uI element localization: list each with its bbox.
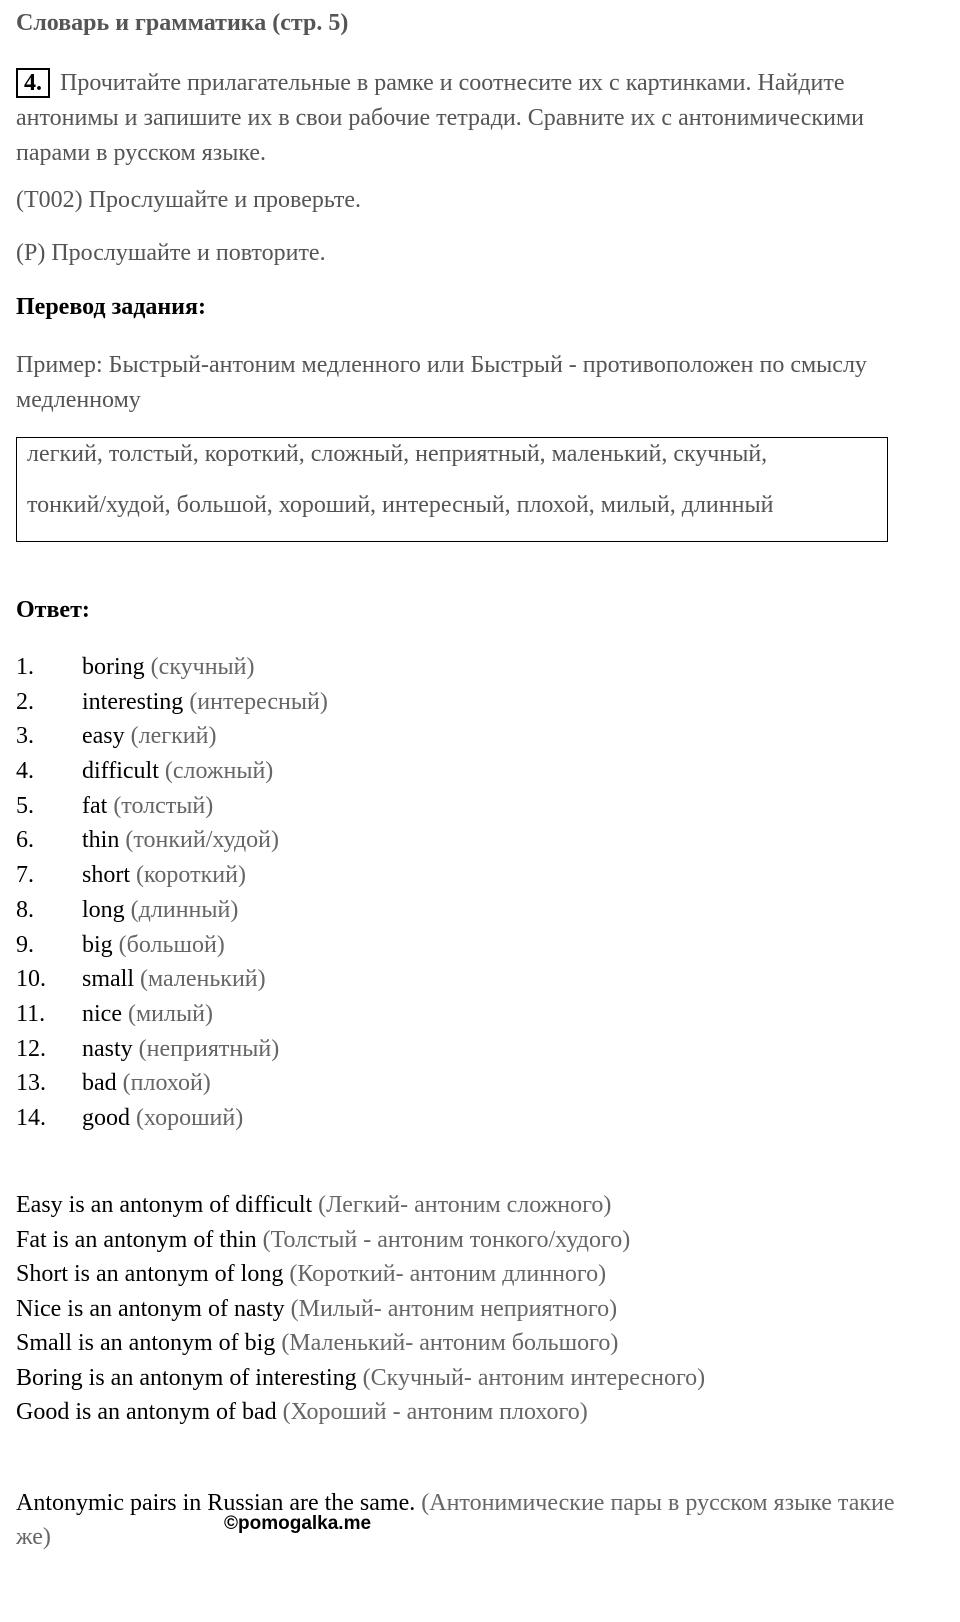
- adjectives-box: [16, 437, 888, 542]
- sentence-english: Easy is an antonym of difficult: [16, 1192, 313, 1218]
- antonym-sentence: [16, 1257, 705, 1292]
- answer-english: short: [82, 862, 130, 889]
- sentence-english: Good is an antonym of bad: [16, 1399, 277, 1425]
- answer-item: [16, 685, 328, 720]
- answer-russian: (сложный): [164, 758, 274, 785]
- conclusion-russian: (Антонимические пары в русском языке такие же): [16, 1490, 895, 1550]
- answer-russian: (толстый): [113, 792, 214, 819]
- answer-english: bad: [82, 1070, 117, 1097]
- answer-english: fat: [82, 792, 108, 819]
- answer-item: [16, 754, 328, 789]
- answer-russian: (короткий): [136, 862, 246, 889]
- sentence-russian: (Хороший - антоним плохого): [282, 1399, 588, 1425]
- translation-heading: Перевод задания:: [16, 294, 206, 320]
- answer-item: [16, 1066, 328, 1101]
- watermark: ©pomogalka.me: [224, 1513, 372, 1534]
- answer-item: [16, 962, 328, 997]
- audio-check-instruction: (T002) Прослушайте и проверьте.: [16, 187, 362, 213]
- answer-english: good: [82, 1104, 130, 1131]
- antonym-sentence: [16, 1395, 705, 1430]
- sentence-english: Short is an antonym of long: [16, 1261, 284, 1287]
- antonym-sentence: [16, 1361, 705, 1396]
- audio-repeat-instruction: (P) Прослушайте и повторите.: [16, 240, 326, 266]
- task-text: Прочитайте прилагательные в рамке и соотнесите их с картинками. Найдите антонимы и запишите их в свои рабочие тетради. Сравните их с антонимическими парами в русском языке.: [16, 70, 864, 166]
- sentence-english: Fat is an antonym of thin: [16, 1226, 257, 1253]
- adjectives-line-1: легкий, толстый, короткий, сложный, неприятный, маленький, скучный,: [27, 441, 768, 467]
- answer-russian: (плохой): [122, 1070, 211, 1097]
- sentence-russian: (Легкий- антоним сложного): [318, 1192, 612, 1218]
- answer-russian: (интересный): [189, 688, 328, 715]
- conclusion: [16, 1486, 916, 1554]
- answer-number: 10.: [16, 966, 46, 993]
- answer-russian: (неприятный): [138, 1035, 280, 1062]
- answer-english: interesting: [82, 688, 184, 715]
- answer-english: nice: [82, 1000, 122, 1027]
- answer-number: 6.: [16, 827, 34, 854]
- answer-russian: (скучный): [150, 654, 255, 680]
- sentence-russian: (Маленький- антоним большого): [281, 1330, 619, 1356]
- sentence-russian: (Короткий- антоним длинного): [289, 1261, 607, 1287]
- answer-item: [16, 997, 328, 1032]
- task-instruction: [16, 66, 916, 171]
- answer-item: [16, 858, 328, 893]
- answer-english: thin: [82, 827, 120, 854]
- answer-number: 2.: [16, 688, 34, 715]
- answer-heading: Ответ:: [16, 597, 90, 623]
- answer-item: [16, 1032, 328, 1067]
- page-title: Словарь и грамматика (стр. 5): [16, 10, 349, 36]
- answer-english: difficult: [82, 758, 159, 785]
- sentence-russian: (Милый- антоним неприятного): [290, 1295, 618, 1322]
- answer-russian: (тонкий/худой): [125, 827, 279, 854]
- answer-list: [16, 650, 328, 1136]
- answer-russian: (большой): [118, 931, 225, 958]
- answer-english: long: [82, 896, 125, 923]
- answer-number: 8.: [16, 896, 34, 923]
- answer-number: 13.: [16, 1070, 46, 1097]
- answer-russian: (длинный): [130, 896, 239, 923]
- task-number-badge: 4.: [16, 68, 50, 98]
- answer-item: [16, 928, 328, 963]
- answer-number: 1.: [16, 654, 34, 680]
- sentence-english: Small is an antonym of big: [16, 1330, 276, 1356]
- answer-number: 11.: [16, 1000, 46, 1027]
- antonym-sentence: [16, 1326, 705, 1361]
- answer-english: big: [82, 931, 113, 958]
- adjectives-line-2: тонкий/худой, большой, хороший, интересный, плохой, милый, длинный: [27, 492, 774, 518]
- answer-russian: (хороший): [136, 1104, 244, 1131]
- answer-item: [16, 893, 328, 928]
- sentence-russian: (Скучный- антоним интересного): [362, 1364, 706, 1391]
- sentence-english: Nice is an antonym of nasty: [16, 1295, 285, 1322]
- antonym-sentences: [16, 1188, 705, 1430]
- answer-item: [16, 719, 328, 754]
- answer-english: small: [82, 966, 134, 993]
- answer-number: 9.: [16, 931, 34, 958]
- answer-item: [16, 823, 328, 858]
- answer-english: nasty: [82, 1035, 133, 1062]
- answer-english: boring: [82, 654, 145, 680]
- answer-number: 4.: [16, 758, 34, 785]
- antonym-sentence: [16, 1223, 705, 1258]
- sentence-english: Boring is an antonym of interesting: [16, 1364, 357, 1391]
- sentence-russian: (Толстый - антоним тонкого/худого): [262, 1226, 631, 1253]
- answer-number: 14.: [16, 1104, 46, 1131]
- answer-russian: (милый): [127, 1000, 213, 1027]
- answer-russian: (маленький): [140, 966, 266, 993]
- answer-item: [16, 789, 328, 824]
- answer-number: 5.: [16, 792, 34, 819]
- answer-number: 12.: [16, 1035, 46, 1062]
- answer-number: 3.: [16, 723, 34, 750]
- example-text: Пример: Быстрый-антоним медленного или Быстрый - противоположен по смыслу медленному: [16, 352, 867, 413]
- conclusion-english: Antonymic pairs in Russian are the same.: [16, 1490, 416, 1516]
- answer-russian: (легкий): [130, 723, 217, 750]
- antonym-sentence: [16, 1292, 705, 1327]
- answer-item: [16, 1101, 328, 1136]
- answer-number: 7.: [16, 862, 34, 889]
- answer-english: easy: [82, 723, 125, 750]
- antonym-sentence: [16, 1188, 705, 1223]
- answer-item: [16, 650, 328, 685]
